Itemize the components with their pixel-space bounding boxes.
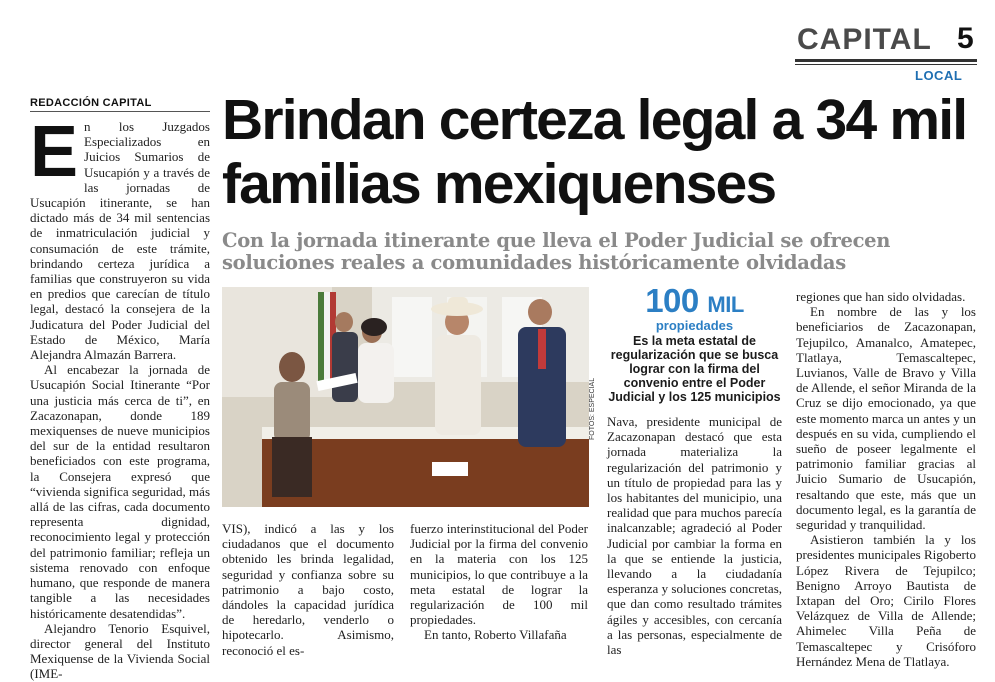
- article-column-4: [607, 414, 782, 657]
- drop-cap: E: [30, 112, 79, 192]
- photo-credit: FOTOS: ESPECIAL: [589, 377, 596, 440]
- article-column-1: [30, 112, 210, 682]
- header-rule-thin: [795, 64, 977, 65]
- header-rule: [795, 59, 977, 62]
- paragraph: En nombre de las y los beneficiarios de Zacazonapan, Tejupilco, Amanalco, Amatepec, Tlatlaya, Temascaltepec, Luvianos, Valle de Bravo y Villa de Allende, el señor Miranda de la Cruz se dijo emocionado, ya que este momento marca un antes y un después en su vida, cumpliendo el sueño de poseer legalmente el patrimonio familiar gracias al Juicio Sumario de Usucapión, resaltando que este, más que un documento legal, es la garantía de seguridad y tranquilidad.: [796, 304, 976, 533]
- paragraph: En tanto, Roberto Villafaña: [424, 627, 567, 643]
- stat-number-value: 100: [645, 282, 699, 319]
- article-column-2: [222, 521, 394, 658]
- paragraph: n los Juzgados Especializados en Juicios Sumarios de Usucapión y a través de las jornadas de Usucapión itinerante, se han dictado más de 34 mil sentencias de inmatriculación judicial y consumación de este trámite, brindando certeza jurídica a familias que construyeron su vida en predios que carecían de título legal, destacó la consejera de la Judicatura del Poder Judicial del Estado de México, María Alejandra Almazán Barrera.: [30, 119, 210, 363]
- section-title: CAPITAL: [797, 23, 932, 56]
- photo-illustration: [222, 287, 589, 507]
- article-column-3: [410, 521, 588, 643]
- stat-number: [607, 283, 782, 323]
- stat-description: Es la meta estatal de regularización que se busca lograr con la firma del convenio entre el Poder Judicial y los 125 municipios: [608, 334, 781, 404]
- paragraph: Alejandro Tenorio Esquivel, director general del Instituto Mexiquense de la Vivienda Social (IME-: [30, 620, 210, 682]
- paragraph: Asistieron también la y los presidentes municipales Rigoberto López Rivera de Tejupilco; Benigno Arroyo Bautista de Ixtapan del Oro; Cirilo Flores Velázquez de Villa de Allende; Ahimelec Villa Peña de Temascaltepec y Crisóforo Hernández Mena de Tlatlaya.: [796, 532, 976, 669]
- byline: REDACCIÓN CAPITAL: [30, 97, 152, 109]
- article-column-5: [796, 289, 976, 669]
- headline: Brindan certeza legal a 34 mil familias mexiquenses: [222, 88, 967, 216]
- paragraph: VIS), indicó a las y los ciudadanos que el documento obtenido les brinda legalidad, seguridad y confianza sobre su patrimonio a bajo costo, dándoles la capacidad jurídica de heredarlo, venderlo o hipotecarlo. Asimismo, reconoció el es-: [222, 521, 394, 658]
- stat-unit: propiedades: [655, 318, 734, 333]
- stat-number-suffix: MIL: [707, 292, 744, 317]
- paragraph: Nava, presidente municipal de Zacazonapan destacó que esta jornada materializa la regularización del patrimonio y un título de propiedad para las y los habitantes del municipio, una realidad que para muchos parecía inalcanzable; agradeció al Poder Judicial por cambiar la forma en la que se entiende la justicia, llevando a la ciudadanía esperanza y soluciones concretas, que dan como resultado trámites ágiles y accesibles, con cercanía a las personas, especialmente de las: [607, 414, 782, 658]
- subsection-label: LOCAL: [915, 68, 963, 83]
- page-number: 5: [957, 22, 974, 55]
- paragraph: regiones que han sido olvidadas.: [796, 289, 966, 304]
- deck-subheadline: Con la jornada itinerante que lleva el Poder Judicial se ofrecen soluciones reales a comunidades históricamente olvidadas: [222, 229, 891, 274]
- paragraph: fuerzo interinstitucional del Poder Judicial por la firma del convenio en la materia con los 125 municipios, lo que contribuye a la meta estatal de lograr la regularización de 100 mil propiedades.: [410, 521, 588, 628]
- paragraph: Al encabezar la jornada de Usucapión Social Itinerante “Por una justicia más cerca de ti”, en Zacazonapan, donde 189 mexiquenses de nueve municipios del sur de la entidad resultaron beneficiados con este programa, la Consejera expresó que “vivienda significa seguridad, más allá de las cifras, cada documento representa dignidad, reconocimiento legal y protección del patrimonio familiar; refleja un sistema renovado con enfoque humano, que responde de manera tangible a las necesidades históricamente desatendidas”.: [30, 362, 210, 621]
- article-photo: [222, 287, 589, 507]
